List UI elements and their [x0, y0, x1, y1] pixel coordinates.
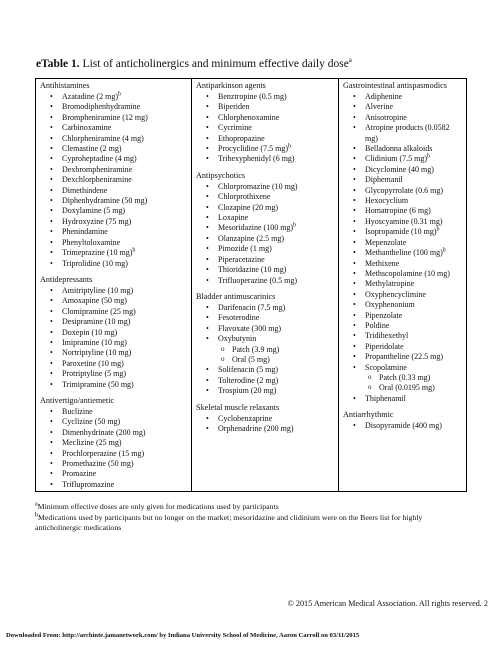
drug-name: Procyclidine (7.5 mg): [218, 144, 288, 154]
list-item: [343, 102, 462, 112]
drug-name: Disopyramide (400 mg): [365, 421, 442, 431]
drug-name: Trifluoperazine (0.5 mg): [218, 275, 298, 285]
drug-name: Tridihexethyl: [365, 331, 409, 341]
list-item: [196, 334, 334, 344]
footnote-marker: b: [442, 247, 446, 254]
drug-name: Glycopyrrolate (0.6 mg): [365, 185, 443, 195]
list-item: [40, 144, 187, 154]
footnote-marker: b: [287, 143, 291, 150]
list-item: [196, 113, 334, 123]
list-item: [40, 296, 187, 306]
drug-name: Trospium (20 mg): [218, 386, 277, 396]
drug-name: Ethopropazine: [218, 133, 265, 143]
drug-list: [196, 303, 334, 397]
drug-name: Chlorpheniramine (4 mg): [62, 133, 144, 143]
list-item: [40, 175, 187, 185]
list-item: [40, 348, 187, 358]
list-item: [343, 331, 462, 341]
drug-name: Diphemanil: [365, 175, 403, 185]
list-item: [343, 352, 462, 362]
list-item: [40, 317, 187, 327]
drug-name: Clemastine (2 mg): [62, 144, 122, 154]
list-item: [343, 92, 462, 102]
list-item: [343, 175, 462, 185]
drug-list: [343, 421, 462, 431]
drug-list: [40, 92, 187, 269]
drug-name: Hydroxyzine (75 mg): [62, 216, 132, 226]
list-item: [40, 469, 187, 479]
list-item: [40, 196, 187, 206]
sub-list-item: o Patch (0.33 mg): [343, 373, 462, 383]
drug-name: Cyclizine (50 mg): [62, 417, 121, 427]
list-item: [40, 480, 187, 490]
sub-list-item: o Patch (3.9 mg): [196, 345, 334, 355]
drug-name: Paroxetine (10 mg): [62, 358, 124, 368]
drug-name: Thioridazine (10 mg): [218, 265, 287, 275]
drug-list: [196, 92, 334, 165]
table-title: [36, 58, 352, 70]
drug-group: [343, 81, 462, 404]
list-item: [40, 380, 187, 390]
list-item: [343, 259, 462, 269]
list-item: [196, 244, 334, 254]
group-title: Antipsychotics: [196, 170, 246, 180]
drug-name: Hyoscyamine (0.31 mg): [365, 216, 443, 226]
drug-name: Azatadine (2 mg): [62, 92, 118, 101]
list-item: [196, 234, 334, 244]
table-label: eTable 1.: [36, 58, 80, 70]
anticholinergics-table: [35, 78, 467, 492]
drug-name: Alverine: [365, 102, 393, 112]
list-item: [40, 449, 187, 459]
drug-name: Oxybutynin: [218, 334, 257, 344]
drug-name: Pipenzolate: [365, 310, 403, 320]
drug-name: Belladonna alkaloids: [365, 144, 433, 154]
list-item: [40, 92, 187, 102]
list-item: [343, 321, 462, 331]
group-title: Antivertigo/antiemetic: [40, 395, 115, 405]
list-item: [40, 307, 187, 317]
drug-name: Homatropine (6 mg): [365, 206, 431, 216]
drug-name: Trimeprazine (10 mg): [62, 248, 133, 258]
group-title: Skeletal muscle relaxants: [196, 402, 280, 412]
drug-name: Poldine: [365, 320, 390, 330]
list-item: [196, 265, 334, 275]
list-item: [40, 227, 187, 237]
drug-name: Phenindamine: [62, 227, 108, 237]
list-item: [40, 259, 187, 269]
drug-list: [40, 407, 187, 490]
list-item: [40, 417, 187, 427]
list-item: [40, 217, 187, 227]
list-item: [196, 123, 334, 133]
drug-name: Biperiden: [218, 102, 250, 112]
footnote-a-marker: a: [35, 501, 38, 508]
group-title: Antiarrhythmic: [343, 410, 394, 420]
drug-name: Adiphenine: [365, 92, 403, 101]
list-item: [40, 369, 187, 379]
footnote-marker: b: [293, 222, 297, 229]
drug-name: Clomipramine (25 mg): [62, 306, 136, 316]
drug-name: Benztropine (0.5 mg): [218, 92, 287, 101]
drug-list: [343, 92, 462, 404]
footnote-a-text: Minimum effective doses are only given for medications used by participants: [37, 502, 279, 511]
drug-name: Orphenadrine (200 mg): [218, 423, 294, 433]
drug-name: Carbinoxamine: [62, 123, 112, 133]
list-item: [40, 428, 187, 438]
sub-list-item: o Oral (5 mg): [196, 355, 334, 365]
drug-name: Mepenzolate: [365, 237, 407, 247]
drug-name: Cyproheptadine (4 mg): [62, 154, 137, 164]
table-column-3: [339, 79, 466, 491]
list-item: [196, 182, 334, 192]
list-item: [40, 407, 187, 417]
drug-name: Fesoterodine: [218, 313, 260, 323]
list-item: [40, 338, 187, 348]
list-item: [343, 269, 462, 279]
list-item: [343, 227, 462, 237]
drug-name: Isopropamide (10 mg): [365, 227, 437, 237]
title-footnote-marker: a: [348, 56, 352, 65]
list-item: [343, 154, 462, 164]
table-column-2: [192, 79, 339, 491]
drug-name: Doxylamine (5 mg): [62, 206, 126, 216]
list-item: [196, 213, 334, 223]
list-item: [196, 313, 334, 323]
drug-name: Oxyphencyclimine: [365, 289, 426, 299]
drug-name: Piperidolate: [365, 341, 404, 351]
drug-name: Trihexyphenidyl (6 mg): [218, 154, 295, 164]
drug-name: Atropine products (0.0582 mg): [365, 123, 450, 143]
list-item: [343, 206, 462, 216]
drug-name: Darifenacin (7.5 mg): [218, 302, 286, 312]
drug-name: Thiphenamil: [365, 393, 406, 403]
list-item: [196, 424, 334, 434]
list-item: [40, 328, 187, 338]
group-title: Antiparkinson agents: [196, 81, 266, 90]
drug-name: Methixene: [365, 258, 400, 268]
sub-list-item: o Oral (0.0195 mg): [343, 383, 462, 393]
drug-name: Buclizine: [62, 406, 93, 416]
drug-name: Propantheline (22.5 mg): [365, 352, 443, 362]
footnote-a: [35, 502, 475, 512]
list-item: [40, 286, 187, 296]
drug-name: Flavoxate (300 mg): [218, 323, 282, 333]
drug-name: Chlorprothixene: [218, 192, 271, 202]
drug-group: [196, 81, 334, 165]
drug-name: Dicyclomine (40 mg): [365, 164, 434, 174]
footnote-marker: b: [427, 153, 430, 160]
list-item: [40, 248, 187, 258]
drug-name: Brompheniramine (12 mg): [62, 112, 148, 122]
drug-group: [196, 171, 334, 286]
list-item: [343, 290, 462, 300]
drug-name: Trimipramine (50 mg): [62, 379, 134, 389]
drug-name: Piperacetazine: [218, 254, 265, 264]
drug-name: Methantheline (100 mg): [365, 248, 443, 258]
drug-name: Dimenhydrinate (200 mg): [62, 427, 146, 437]
list-item: [343, 113, 462, 123]
drug-group: [40, 81, 187, 269]
drug-group: [40, 396, 187, 490]
list-item: [196, 92, 334, 102]
list-item: [343, 363, 462, 373]
drug-name: Olanzapine (2.5 mg): [218, 233, 284, 243]
list-item: [40, 186, 187, 196]
drug-list: [196, 414, 334, 435]
list-item: [196, 255, 334, 265]
drug-name: Solifenacin (5 mg): [218, 365, 278, 375]
download-notice: Downloaded From: http://archinte.jamanetwork.com/ by Indiana University School of Medicine, Aaron Carroll on 03/11/2015: [6, 632, 360, 639]
drug-name: Anisotropine: [365, 112, 407, 122]
list-item: [40, 206, 187, 216]
drug-name: Amoxapine (50 mg): [62, 296, 127, 306]
drug-name: Triflupromazine: [62, 479, 115, 489]
table-column-1: [36, 79, 192, 491]
list-item: [196, 276, 334, 286]
list-item: [196, 192, 334, 202]
drug-name: Mesoridazine (100 mg): [218, 223, 294, 233]
drug-name: Protriptyline (5 mg): [62, 369, 126, 379]
list-item: [343, 279, 462, 289]
group-title: Bladder antimuscarinics: [196, 291, 276, 301]
list-item: [196, 144, 334, 154]
list-item: [40, 134, 187, 144]
list-item: [343, 165, 462, 175]
list-item: [196, 203, 334, 213]
drug-name: Loxapine: [218, 213, 249, 223]
drug-group: [196, 403, 334, 435]
table-title-text: List of anticholinergics and minimum effective daily dose: [82, 58, 349, 70]
list-item: [343, 300, 462, 310]
drug-name: Desipramine (10 mg): [62, 317, 131, 327]
list-item: [40, 165, 187, 175]
list-item: [40, 438, 187, 448]
drug-name: Chlorphenoxamine: [218, 112, 280, 122]
footnote-marker: b: [436, 226, 440, 233]
drug-group: [40, 275, 187, 390]
list-item: [196, 102, 334, 112]
list-item: [40, 123, 187, 133]
drug-name: Oxyphenonium: [365, 300, 415, 310]
drug-name: Methscopolamine (10 mg): [365, 268, 450, 278]
footnote-b-text-line2: anticholinergic medications: [35, 523, 122, 532]
list-item: [343, 394, 462, 404]
drug-name: Promazine: [62, 469, 97, 479]
group-title: Gastrointestinal antispasmodics: [343, 81, 447, 90]
drug-name: Prochlorperazine (15 mg): [62, 448, 145, 458]
drug-name: Nortriptyline (10 mg): [62, 348, 132, 358]
list-item: [196, 223, 334, 233]
list-item: [196, 154, 334, 164]
footnote-marker: b: [117, 91, 121, 98]
drug-list: [196, 182, 334, 286]
drug-name: Chlorpromazine (10 mg): [218, 181, 298, 191]
list-item: [343, 248, 462, 258]
list-item: [196, 414, 334, 424]
group-title: Antidepressants: [40, 274, 93, 284]
footnote-marker: b: [132, 247, 136, 254]
list-item: [196, 324, 334, 334]
list-item: [343, 196, 462, 206]
drug-name: Dexchlorpheniramine: [62, 175, 132, 185]
copyright-line: © 2015 American Medical Association. All rights reserved. 2: [287, 599, 488, 608]
list-item: [40, 238, 187, 248]
footnote-b-marker: b: [35, 512, 38, 519]
drug-name: Clozapine (20 mg): [218, 202, 278, 212]
drug-name: Imipramine (10 mg): [62, 337, 127, 347]
drug-name: Cycrimine: [218, 123, 252, 133]
list-item: [196, 365, 334, 375]
list-item: [343, 342, 462, 352]
drug-name: Dimethindene: [62, 185, 108, 195]
drug-group: [343, 410, 462, 431]
list-item: [196, 386, 334, 396]
list-item: [40, 154, 187, 164]
group-title: Antihistamines: [40, 81, 90, 90]
list-item: [196, 134, 334, 144]
list-item: [343, 311, 462, 321]
list-item: [40, 359, 187, 369]
drug-name: Hexocyclium: [365, 196, 409, 206]
drug-list: [40, 286, 187, 390]
drug-group: [196, 292, 334, 397]
footnote-b-text-line1: Medications used by participants but no longer on the market; mesoridazine and clidinium were on the Beers list for highly: [38, 513, 423, 522]
drug-name: Scopolamine: [365, 362, 407, 372]
drug-name: Dexbrompheniramine: [62, 164, 133, 174]
list-item: [40, 102, 187, 112]
list-item: [343, 421, 462, 431]
list-item: [40, 113, 187, 123]
drug-name: Triprolidine (10 mg): [62, 258, 128, 268]
drug-name: Phenyltoloxamine: [62, 237, 121, 247]
list-item: [343, 186, 462, 196]
drug-name: Meclizine (25 mg): [62, 438, 122, 448]
drug-name: Diphenhydramine (50 mg): [62, 196, 148, 206]
list-item: [343, 144, 462, 154]
drug-name: Methylatropine: [365, 279, 415, 289]
drug-name: Clidinium (7.5 mg): [365, 154, 427, 164]
drug-name: Pimozide (1 mg): [218, 244, 272, 254]
list-item: [343, 123, 462, 144]
drug-name: Promethazine (50 mg): [62, 459, 134, 468]
drug-name: Cyclobenzaprine: [218, 413, 273, 423]
drug-name: Tolterodine (2 mg): [218, 375, 279, 385]
list-item: [343, 217, 462, 227]
drug-name: Doxepin (10 mg): [62, 327, 118, 337]
list-item: [196, 376, 334, 386]
footnote-b: [35, 513, 475, 533]
list-item: [40, 459, 187, 469]
list-item: [196, 303, 334, 313]
drug-name: Amitriptyline (10 mg): [62, 285, 134, 295]
drug-name: Bromodiphenhydramine: [62, 102, 141, 112]
